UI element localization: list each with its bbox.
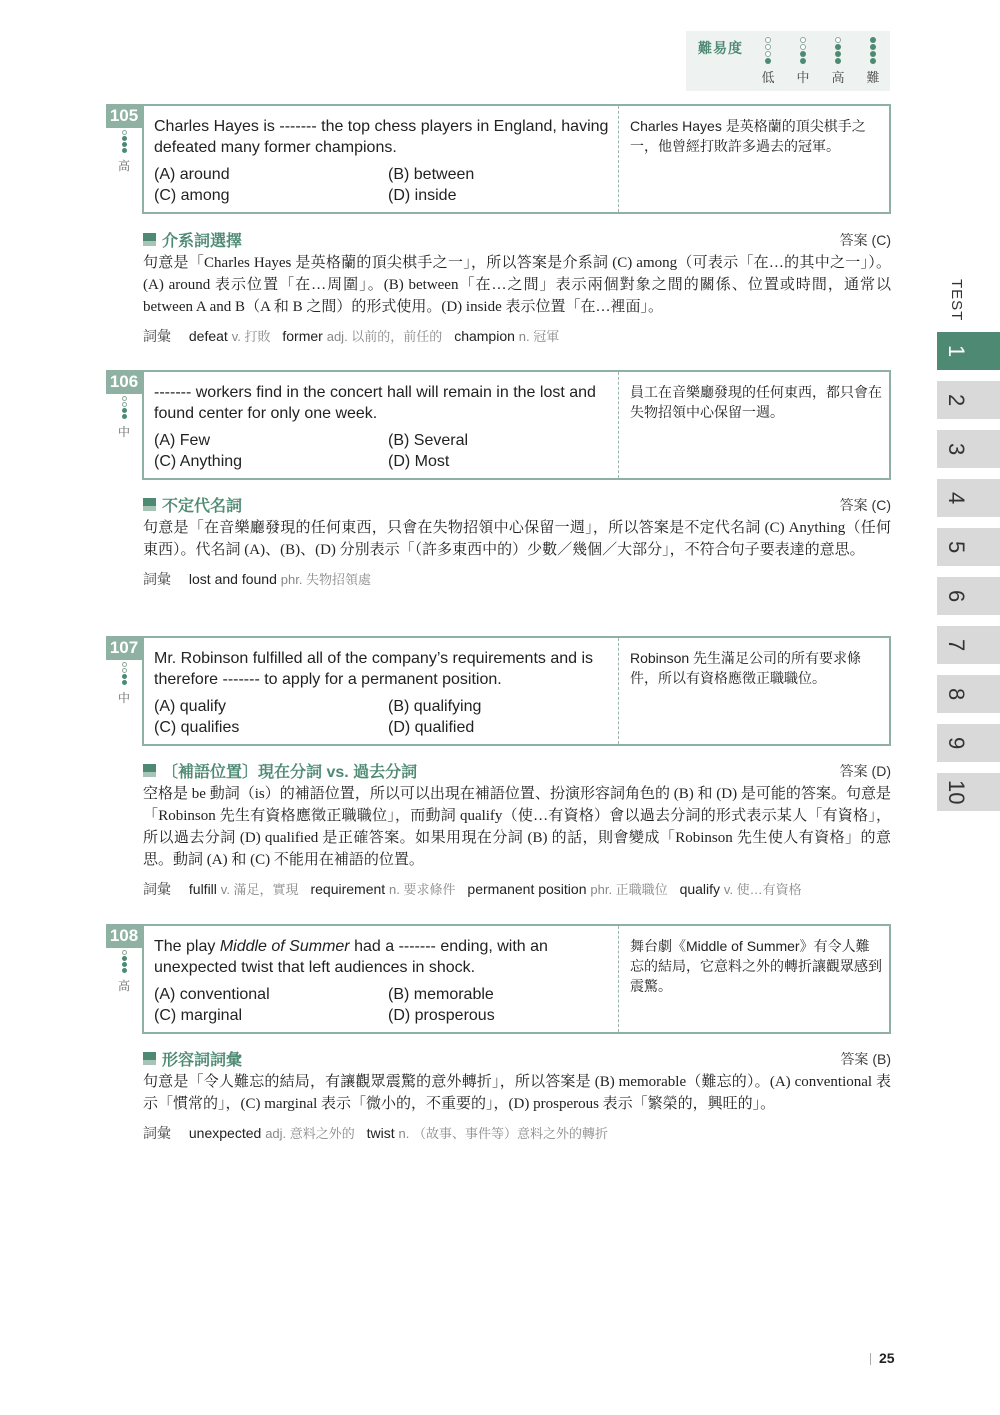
question-box	[142, 370, 891, 480]
question-box	[142, 636, 891, 746]
question-box	[142, 104, 891, 214]
explanation-105	[143, 228, 891, 346]
explanation-text: 句意是「在音樂廳發現的任何東西，只會在失物招領中心保留一週」，所以答案是不定代名詞 (C) Anything（任何東西）。代名詞 (A)、(B)、(D) 分別表示「（許多東西中的）少數／幾個／大部分」，不符合句子要表達的意思。	[143, 520, 891, 558]
option-d[interactable]: (D) prosperous	[388, 1007, 495, 1024]
legend-level-hard: 難	[863, 37, 883, 86]
question-108	[106, 924, 891, 1034]
answer-label: 答案 (C)	[839, 232, 891, 248]
page-number: 25	[870, 1350, 895, 1366]
option-c[interactable]: (C) among	[154, 187, 230, 204]
difficulty-indicator: 中	[106, 396, 142, 440]
topic-title: 〔補語位置〕現在分詞 vs. 過去分詞	[162, 764, 418, 781]
question-number: 108	[106, 924, 142, 948]
explanation-text: 句意是「令人難忘的結局，有讓觀眾震驚的意外轉折」，所以答案是 (B) memorable（難忘的）。(A) conventional 表示「慣常的」，(C) marginal 表示「微小的，不重要的」，(D) prosperous 表示「繁榮的，興旺的」。	[143, 1074, 891, 1112]
tab-test-8[interactable]: 8	[937, 675, 1000, 713]
question-number: 105	[106, 104, 142, 128]
vocabulary: 詞彙 lost and found phr. 失物招領處	[143, 571, 372, 587]
option-c[interactable]: (C) qualifies	[154, 719, 240, 736]
answer-label: 答案 (D)	[839, 763, 891, 779]
question-sentence: Charles Hayes is ------- the top chess players in England, having defeated many former champions.	[154, 118, 609, 156]
question-box	[142, 924, 891, 1034]
option-a[interactable]: (A) around	[154, 166, 230, 183]
question-sentence: ------- workers find in the concert hall will remain in the lost and found center for only one week.	[154, 384, 596, 422]
legend-title: 難易度	[698, 40, 743, 56]
legend-level-mid: 中	[793, 37, 813, 86]
answer-label: 答案 (B)	[840, 1051, 891, 1067]
tab-test-3[interactable]: 3	[937, 430, 1000, 468]
option-d[interactable]: (D) inside	[388, 187, 457, 204]
option-c[interactable]: (C) marginal	[154, 1007, 243, 1024]
tab-test-7[interactable]: 7	[937, 626, 1000, 664]
legend-dots	[758, 37, 778, 64]
option-b[interactable]: (B) qualifying	[388, 698, 482, 715]
option-a[interactable]: (A) Few	[154, 432, 210, 449]
explanation-107	[143, 759, 891, 899]
topic-title: 不定代名詞	[162, 498, 243, 515]
option-c[interactable]: (C) Anything	[154, 453, 243, 470]
translation: 員工在音樂廳發現的任何東西，都只會在失物招領中心保留一週。	[630, 384, 882, 420]
explanation-106	[143, 493, 891, 589]
option-b[interactable]: (B) Several	[388, 432, 469, 449]
option-b[interactable]: (B) memorable	[388, 986, 494, 1003]
legend-level-low: 低	[758, 37, 778, 86]
option-d[interactable]: (D) qualified	[388, 719, 475, 736]
tab-test-1[interactable]: 1	[937, 332, 1000, 370]
option-b[interactable]: (B) between	[388, 166, 475, 183]
translation: 舞台劇《Middle of Summer》有令人難忘的結局，它意料之外的轉折讓觀眾感到震驚。	[630, 938, 882, 994]
option-a[interactable]: (A) qualify	[154, 698, 227, 715]
difficulty-indicator: 高	[106, 950, 142, 994]
question-number: 106	[106, 370, 142, 394]
answer-label: 答案 (C)	[839, 497, 891, 513]
explanation-text: 句意是「Charles Hayes 是英格蘭的頂尖棋手之一」，所以答案是介系詞 (C) among（可表示「在…的其中之一」）。(A) around 表示位置「在…周圍」。(B) between「在…之間」表示兩個對象之間的關係、位置或時間，通常以 between A and B（A 和 B 之間）的形式使用。(D) inside 表示位置「在…裡面」。	[143, 255, 891, 315]
tab-test-10[interactable]: 10	[937, 773, 1000, 811]
divider	[618, 926, 619, 1032]
divider	[618, 372, 619, 478]
legend-level-high: 高	[828, 37, 848, 86]
page-number-divider	[870, 1353, 871, 1365]
difficulty-legend	[686, 31, 890, 91]
play-title: Middle of Summer	[219, 938, 350, 955]
divider	[618, 106, 619, 212]
question-107	[106, 636, 891, 746]
vocabulary: 詞彙 defeat v. 打敗 former adj. 以前的，前任的 champion n. 冠軍	[143, 328, 560, 344]
explanation-108	[143, 1047, 891, 1143]
explanation-text: 空格是 be 動詞（is）的補語位置，所以可以出現在補語位置、扮演形容詞角色的 (B) 和 (D) 是可能的答案。句意是「Robinson 先生有資格應徵正職職位」，而動詞 qualify（使…有資格）會以過去分詞的形式表示某人「有資格」，所以過去分詞 (D) qualified 是正確答案。如果用現在分詞 (B) 的話，則會變成「Robinson 先生使人有資格」的意思。動詞 (A) 和 (C) 不能用在補語的位置。	[143, 786, 891, 868]
translation: Charles Hayes 是英格蘭的頂尖棋手之一，他曾經打敗許多過去的冠軍。	[630, 118, 866, 154]
question-106	[106, 370, 891, 480]
square-bullet-icon	[143, 764, 156, 777]
question-sentence: The play Middle of Summer had a ------- ending, with an unexpected twist that left audiences in shock.	[154, 938, 548, 976]
question-sentence: Mr. Robinson fulfilled all of the company’s requirements and is therefore ------- to apply for a permanent position.	[154, 650, 594, 688]
topic-title: 形容詞詞彙	[162, 1052, 243, 1069]
divider	[618, 638, 619, 744]
tab-test-9[interactable]: 9	[937, 724, 1000, 762]
square-bullet-icon	[143, 1052, 156, 1065]
translation: Robinson 先生滿足公司的所有要求條件，所以有資格應徵正職職位。	[630, 650, 862, 686]
square-bullet-icon	[143, 498, 156, 511]
question-105	[106, 104, 891, 214]
difficulty-indicator: 高	[106, 130, 142, 174]
vocabulary: 詞彙 fulfill v. 滿足，實現 requirement n. 要求條件 permanent position phr. 正職職位 qualify v. 使…有資格	[143, 881, 802, 897]
tab-test-5[interactable]: 5	[937, 528, 1000, 566]
topic-title: 介系詞選擇	[162, 233, 243, 250]
tab-test-2[interactable]: 2	[937, 381, 1000, 419]
difficulty-indicator: 中	[106, 662, 142, 706]
square-bullet-icon	[143, 233, 156, 246]
option-d[interactable]: (D) Most	[388, 453, 450, 470]
tab-test-6[interactable]: 6	[937, 577, 1000, 615]
test-label: TEST	[948, 278, 965, 322]
vocabulary: 詞彙 unexpected adj. 意料之外的 twist n. （故事、事件等）意料之外的轉折	[143, 1125, 609, 1141]
tab-test-4[interactable]: 4	[937, 479, 1000, 517]
option-a[interactable]: (A) conventional	[154, 986, 270, 1003]
question-number: 107	[106, 636, 142, 660]
